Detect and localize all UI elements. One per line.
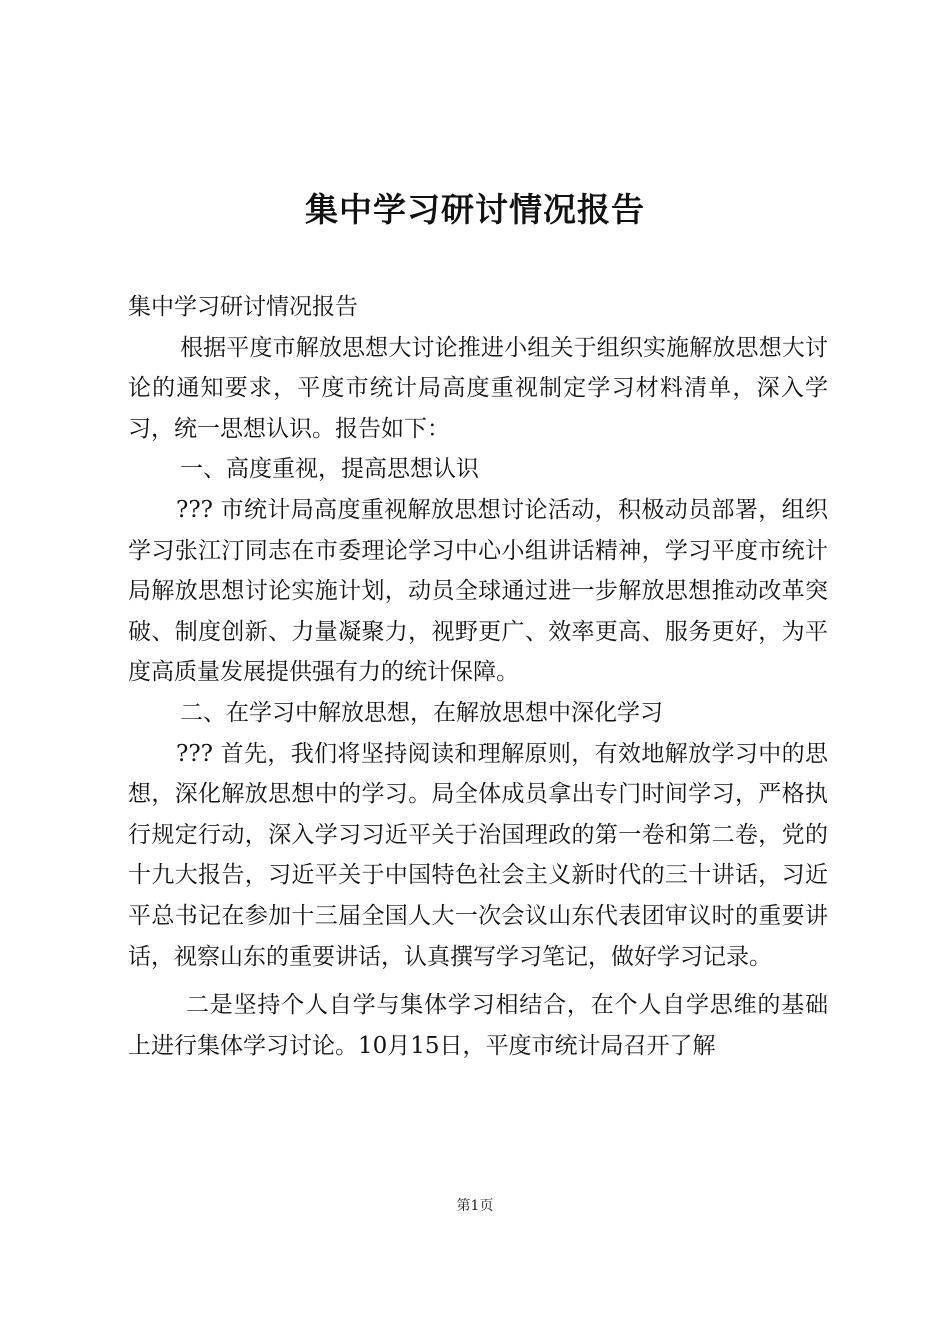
subtitle-line: 集中学习研讨情况报告 [128, 294, 358, 320]
document-body [128, 287, 828, 1066]
paragraph-section-2-continued: 二是坚持个人自学与集体学习相结合，在个人自学思维的基础上进行集体学习讨论。10月15日，平度市统计局召开了解 [128, 992, 828, 1059]
document-title: 集中学习研讨情况报告 [305, 190, 645, 229]
paragraph-section-1: ??? 市统计局高度重视解放思想讨论活动，积极动员部署，组织学习张江汀同志在市委理论学习中心小组讲话精神，学习平度市统计局解放思想讨论实施计划，动员全球通过进一步解放思想推动改革突破、制度创新、力量凝聚力，视野更广、效率更高、服务更好，为平度高质量发展提供强有力的统计保障。 [128, 496, 828, 686]
section-heading-2: 二、在学习中解放思想，在解放思想中深化学习 [180, 699, 663, 726]
paragraph-section-2: ??? 首先，我们将坚持阅读和理解原则，有效地解放学习中的思想，深化解放思想中的学习。局全体成员拿出专门时间学习，严格执行规定行动，深入学习习近平关于治国理政的第一卷和第二卷，党的十九大报告，习近平关于中国特色社会主义新时代的三十讲话，习近平总书记在参加十三届全国人大一次会议山东代表团审议时的重要讲话，视察山东的重要讲话，认真撰写学习笔记，做好学习记录。 [128, 740, 828, 970]
paragraph-intro: 根据平度市解放思想大讨论推进小组关于组织实施解放思想大讨论的通知要求，平度市统计局高度重视制定学习材料清单，深入学习，统一思想认识。报告如下： [128, 334, 828, 442]
section-heading-1: 一、高度重视，提高思想认识 [180, 456, 479, 483]
page-number: 第1页 [456, 1198, 494, 1214]
